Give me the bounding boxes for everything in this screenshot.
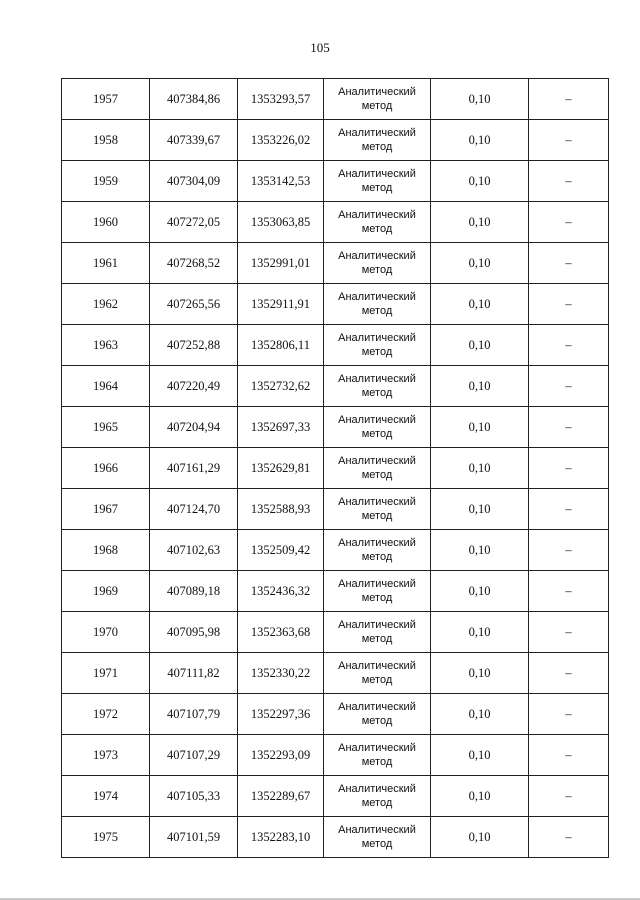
- x-coordinate-cell: 407265,56: [150, 284, 238, 325]
- method-cell: [324, 120, 431, 161]
- y-coordinate-cell: 1352991,01: [238, 243, 324, 284]
- x-coordinate-cell: 407339,67: [150, 120, 238, 161]
- y-coordinate-cell: 1352436,32: [238, 571, 324, 612]
- table-row: [62, 325, 609, 366]
- method-line-1: Аналитический: [338, 373, 416, 385]
- y-coordinate-cell: 1352629,81: [238, 448, 324, 489]
- y-coordinate-cell: 1352330,22: [238, 653, 324, 694]
- method-line-1: Аналитический: [338, 291, 416, 303]
- description-cell: –: [529, 284, 609, 325]
- method-cell: [324, 489, 431, 530]
- x-coordinate-cell: 407105,33: [150, 776, 238, 817]
- method-line-1: Аналитический: [338, 578, 416, 590]
- point-number-cell: 1969: [62, 571, 150, 612]
- table-row: [62, 530, 609, 571]
- method-line-2: метод: [361, 756, 393, 768]
- description-cell: –: [529, 530, 609, 571]
- description-cell: –: [529, 325, 609, 366]
- method-line-1: Аналитический: [338, 209, 416, 221]
- method-line-1: Аналитический: [338, 742, 416, 754]
- x-coordinate-cell: 407161,29: [150, 448, 238, 489]
- y-coordinate-cell: 1353293,57: [238, 79, 324, 120]
- point-number-cell: 1975: [62, 817, 150, 858]
- method-line-1: Аналитический: [338, 86, 416, 98]
- point-number-cell: 1958: [62, 120, 150, 161]
- method-line-1: Аналитический: [338, 701, 416, 713]
- description-cell: –: [529, 489, 609, 530]
- method-cell: [324, 202, 431, 243]
- accuracy-cell: 0,10: [431, 530, 529, 571]
- description-cell: –: [529, 120, 609, 161]
- y-coordinate-cell: 1352806,11: [238, 325, 324, 366]
- description-cell: –: [529, 366, 609, 407]
- method-line-2: метод: [361, 592, 393, 604]
- coordinates-table-body: [62, 79, 609, 858]
- description-cell: –: [529, 653, 609, 694]
- method-line-2: метод: [361, 510, 393, 522]
- table-row: [62, 571, 609, 612]
- point-number-cell: 1963: [62, 325, 150, 366]
- accuracy-cell: 0,10: [431, 653, 529, 694]
- method-line-2: метод: [361, 428, 393, 440]
- method-cell: [324, 448, 431, 489]
- method-cell: [324, 407, 431, 448]
- method-line-2: метод: [361, 182, 393, 194]
- method-line-2: метод: [361, 715, 393, 727]
- method-cell: [324, 161, 431, 202]
- table-row: [62, 120, 609, 161]
- method-line-2: метод: [361, 141, 393, 153]
- point-number-cell: 1959: [62, 161, 150, 202]
- point-number-cell: 1964: [62, 366, 150, 407]
- accuracy-cell: 0,10: [431, 407, 529, 448]
- method-cell: [324, 79, 431, 120]
- method-line-1: Аналитический: [338, 455, 416, 467]
- method-line-1: Аналитический: [338, 496, 416, 508]
- method-cell: [324, 243, 431, 284]
- description-cell: –: [529, 694, 609, 735]
- method-line-1: Аналитический: [338, 127, 416, 139]
- x-coordinate-cell: 407268,52: [150, 243, 238, 284]
- accuracy-cell: 0,10: [431, 284, 529, 325]
- accuracy-cell: 0,10: [431, 202, 529, 243]
- accuracy-cell: 0,10: [431, 448, 529, 489]
- point-number-cell: 1974: [62, 776, 150, 817]
- method-line-2: метод: [361, 797, 393, 809]
- description-cell: –: [529, 776, 609, 817]
- table-row: [62, 202, 609, 243]
- method-line-2: метод: [361, 551, 393, 563]
- method-cell: [324, 366, 431, 407]
- description-cell: –: [529, 202, 609, 243]
- accuracy-cell: 0,10: [431, 612, 529, 653]
- method-cell: [324, 612, 431, 653]
- method-line-1: Аналитический: [338, 414, 416, 426]
- table-row: [62, 407, 609, 448]
- point-number-cell: 1961: [62, 243, 150, 284]
- accuracy-cell: 0,10: [431, 694, 529, 735]
- point-number-cell: 1970: [62, 612, 150, 653]
- table-row: [62, 161, 609, 202]
- method-line-1: Аналитический: [338, 537, 416, 549]
- y-coordinate-cell: 1352289,67: [238, 776, 324, 817]
- y-coordinate-cell: 1353063,85: [238, 202, 324, 243]
- description-cell: –: [529, 407, 609, 448]
- x-coordinate-cell: 407272,05: [150, 202, 238, 243]
- table-row: [62, 817, 609, 858]
- y-coordinate-cell: 1352697,33: [238, 407, 324, 448]
- table-row: [62, 653, 609, 694]
- accuracy-cell: 0,10: [431, 776, 529, 817]
- y-coordinate-cell: 1352293,09: [238, 735, 324, 776]
- method-cell: [324, 571, 431, 612]
- accuracy-cell: 0,10: [431, 735, 529, 776]
- method-cell: [324, 735, 431, 776]
- x-coordinate-cell: 407252,88: [150, 325, 238, 366]
- table-row: [62, 612, 609, 653]
- point-number-cell: 1962: [62, 284, 150, 325]
- point-number-cell: 1967: [62, 489, 150, 530]
- x-coordinate-cell: 407111,82: [150, 653, 238, 694]
- point-number-cell: 1960: [62, 202, 150, 243]
- y-coordinate-cell: 1352911,91: [238, 284, 324, 325]
- y-coordinate-cell: 1352283,10: [238, 817, 324, 858]
- point-number-cell: 1972: [62, 694, 150, 735]
- table-row: [62, 243, 609, 284]
- table-row: [62, 79, 609, 120]
- y-coordinate-cell: 1352509,42: [238, 530, 324, 571]
- method-line-1: Аналитический: [338, 168, 416, 180]
- method-line-1: Аналитический: [338, 783, 416, 795]
- accuracy-cell: 0,10: [431, 120, 529, 161]
- method-line-2: метод: [361, 633, 393, 645]
- method-cell: [324, 530, 431, 571]
- x-coordinate-cell: 407204,94: [150, 407, 238, 448]
- x-coordinate-cell: 407101,59: [150, 817, 238, 858]
- y-coordinate-cell: 1352732,62: [238, 366, 324, 407]
- accuracy-cell: 0,10: [431, 817, 529, 858]
- method-line-2: метод: [361, 469, 393, 481]
- x-coordinate-cell: 407107,79: [150, 694, 238, 735]
- method-line-2: метод: [361, 100, 393, 112]
- table-row: [62, 776, 609, 817]
- x-coordinate-cell: 407384,86: [150, 79, 238, 120]
- method-line-2: метод: [361, 264, 393, 276]
- description-cell: –: [529, 448, 609, 489]
- accuracy-cell: 0,10: [431, 325, 529, 366]
- point-number-cell: 1957: [62, 79, 150, 120]
- page-number: 105: [310, 40, 330, 55]
- x-coordinate-cell: 407304,09: [150, 161, 238, 202]
- method-cell: [324, 776, 431, 817]
- accuracy-cell: 0,10: [431, 161, 529, 202]
- x-coordinate-cell: 407107,29: [150, 735, 238, 776]
- table-row: [62, 694, 609, 735]
- accuracy-cell: 0,10: [431, 489, 529, 530]
- coordinates-table: [61, 78, 609, 858]
- point-number-cell: 1968: [62, 530, 150, 571]
- x-coordinate-cell: 407095,98: [150, 612, 238, 653]
- description-cell: –: [529, 571, 609, 612]
- method-line-2: метод: [361, 346, 393, 358]
- method-line-2: метод: [361, 305, 393, 317]
- method-line-2: метод: [361, 387, 393, 399]
- method-cell: [324, 325, 431, 366]
- table-row: [62, 448, 609, 489]
- method-line-2: метод: [361, 838, 393, 850]
- y-coordinate-cell: 1352588,93: [238, 489, 324, 530]
- accuracy-cell: 0,10: [431, 366, 529, 407]
- x-coordinate-cell: 407124,70: [150, 489, 238, 530]
- accuracy-cell: 0,10: [431, 243, 529, 284]
- x-coordinate-cell: 407220,49: [150, 366, 238, 407]
- point-number-cell: 1973: [62, 735, 150, 776]
- accuracy-cell: 0,10: [431, 79, 529, 120]
- y-coordinate-cell: 1353142,53: [238, 161, 324, 202]
- description-cell: –: [529, 243, 609, 284]
- x-coordinate-cell: 407089,18: [150, 571, 238, 612]
- description-cell: –: [529, 817, 609, 858]
- y-coordinate-cell: 1352297,36: [238, 694, 324, 735]
- method-cell: [324, 284, 431, 325]
- method-cell: [324, 653, 431, 694]
- table-row: [62, 735, 609, 776]
- method-cell: [324, 694, 431, 735]
- method-line-2: метод: [361, 674, 393, 686]
- method-line-1: Аналитический: [338, 824, 416, 836]
- method-line-1: Аналитический: [338, 332, 416, 344]
- method-line-1: Аналитический: [338, 619, 416, 631]
- table-row: [62, 366, 609, 407]
- point-number-cell: 1965: [62, 407, 150, 448]
- method-cell: [324, 817, 431, 858]
- description-cell: –: [529, 735, 609, 776]
- method-line-1: Аналитический: [338, 660, 416, 672]
- accuracy-cell: 0,10: [431, 571, 529, 612]
- point-number-cell: 1966: [62, 448, 150, 489]
- point-number-cell: 1971: [62, 653, 150, 694]
- x-coordinate-cell: 407102,63: [150, 530, 238, 571]
- y-coordinate-cell: 1352363,68: [238, 612, 324, 653]
- description-cell: –: [529, 612, 609, 653]
- method-line-2: метод: [361, 223, 393, 235]
- method-line-1: Аналитический: [338, 250, 416, 262]
- description-cell: –: [529, 79, 609, 120]
- table-row: [62, 489, 609, 530]
- y-coordinate-cell: 1353226,02: [238, 120, 324, 161]
- table-row: [62, 284, 609, 325]
- description-cell: –: [529, 161, 609, 202]
